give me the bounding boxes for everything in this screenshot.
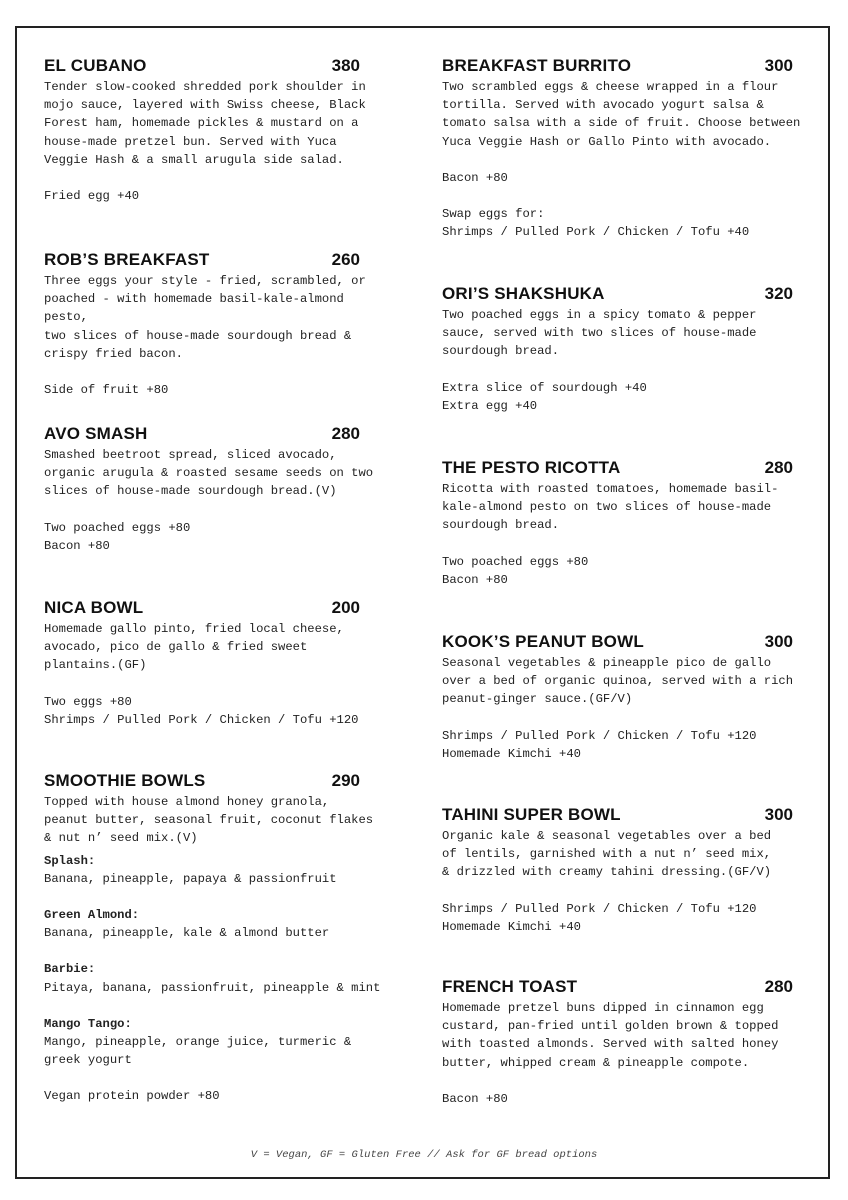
item-description: Tender slow-cooked shredded pork shoulder in mojo sauce, layered with Swiss cheese, Black Forest ham, homemade pickles & mustard on a house-made pretzel bun. Served with Yuca Veggie Hash & a small arugula side salad. <box>44 80 366 167</box>
item-description: Two poached eggs in a spicy tomato & pepper sauce, served with two slices of house-made sourdough bread. <box>442 308 757 359</box>
item-name: NICA BOWL <box>44 598 144 617</box>
menu-footer-note: V = Vegan, GF = Gluten Free // Ask for GF bread options <box>250 1149 598 1161</box>
menu-item <box>44 424 384 555</box>
item-extras: Bacon +80 <box>442 1091 508 1106</box>
item-price: 380 <box>331 56 360 75</box>
item-description: Three eggs your style - fried, scrambled, or poached - with homemade basil-kale-almond pesto, two slices of house-made sourdough bread & crispy fried bacon. <box>44 274 366 361</box>
item-description: Smashed beetroot spread, sliced avocado, organic arugula & roasted sesame seeds on two slices of house-made sourdough bread.(V) <box>44 448 374 499</box>
item-price: 300 <box>764 56 793 75</box>
variety-name: Barbie: <box>44 962 96 977</box>
variety-name: Mango Tango: <box>44 1016 132 1031</box>
item-price: 200 <box>331 598 360 617</box>
item-name: ROB’S BREAKFAST <box>44 250 210 269</box>
item-description: Organic kale & seasonal vegetables over a bed of lentils, garnished with a nut n’ seed mix, & drizzled with creamy tahini dressing.(GF/V) <box>442 829 772 880</box>
item-price: 300 <box>764 805 793 824</box>
item-name: EL CUBANO <box>44 56 147 75</box>
item-name: TAHINI SUPER BOWL <box>442 805 621 824</box>
item-extras: Vegan protein powder +80 <box>44 1089 220 1104</box>
item-extras: Two poached eggs +80 Bacon +80 <box>442 554 589 587</box>
menu-item <box>44 250 384 399</box>
item-price: 260 <box>331 250 360 269</box>
item-description: Ricotta with roasted tomatoes, homemade basil- kale-almond pesto on two slices of house-made sourdough bread. <box>442 482 779 533</box>
variety-description: Mango, pineapple, orange juice, turmeric & greek yogurt <box>44 1035 352 1068</box>
menu-item <box>442 632 817 763</box>
menu-item <box>442 805 817 936</box>
menu-item <box>442 56 817 241</box>
item-description: Topped with house almond honey granola, peanut butter, seasonal fruit, coconut flakes & nut n’ seed mix.(V) <box>44 795 374 846</box>
menu-item <box>44 56 384 205</box>
item-name: BREAKFAST BURRITO <box>442 56 632 75</box>
variety-description: Banana, pineapple, papaya & passionfruit <box>44 871 337 886</box>
smoothie-variety <box>44 1015 384 1070</box>
item-name: FRENCH TOAST <box>442 977 578 996</box>
item-extras: Extra slice of sourdough +40 Extra egg +40 <box>442 380 647 413</box>
item-extras: Two poached eggs +80 Bacon +80 <box>44 520 191 553</box>
item-extras: Bacon +80 <box>442 170 508 185</box>
item-price: 280 <box>331 424 360 443</box>
item-price: 290 <box>331 771 360 790</box>
item-description: Seasonal vegetables & pineapple pico de gallo over a bed of organic quinoa, served with a rich peanut-ginger sauce.(GF/V) <box>442 656 794 707</box>
smoothie-variety <box>44 960 384 996</box>
menu-item <box>44 771 384 1106</box>
item-extras: Shrimps / Pulled Pork / Chicken / Tofu +120 Homemade Kimchi +40 <box>442 901 757 934</box>
item-description: Homemade pretzel buns dipped in cinnamon egg custard, pan-fried until golden brown & topped with toasted almonds. Served with salted honey butter, whipped cream & pineapple compote. <box>442 1001 779 1070</box>
item-price: 320 <box>764 284 793 303</box>
item-name: SMOOTHIE BOWLS <box>44 771 206 790</box>
item-description: Homemade gallo pinto, fried local cheese, avocado, pico de gallo & fried sweet plantains.(GF) <box>44 622 344 673</box>
item-name: ORI’S SHAKSHUKA <box>442 284 605 303</box>
menu-item <box>442 977 817 1108</box>
item-description: Two scrambled eggs & cheese wrapped in a flour tortilla. Served with avocado yogurt salsa & tomato salsa with a side of fruit. Choose between Yuca Veggie Hash or Gallo Pinto with avocado. <box>442 80 801 149</box>
menu-item <box>442 458 817 589</box>
item-extras: Two eggs +80 Shrimps / Pulled Pork / Chicken / Tofu +120 <box>44 694 359 727</box>
item-price: 300 <box>764 632 793 651</box>
variety-name: Green Almond: <box>44 908 140 923</box>
item-price: 280 <box>764 977 793 996</box>
item-name: THE PESTO RICOTTA <box>442 458 621 477</box>
item-name: AVO SMASH <box>44 424 148 443</box>
item-name: KOOK’S PEANUT BOWL <box>442 632 644 651</box>
smoothie-variety <box>44 852 384 888</box>
item-extras: Swap eggs for: Shrimps / Pulled Pork / Chicken / Tofu +40 <box>442 207 750 240</box>
smoothie-variety <box>44 906 384 942</box>
menu-item <box>442 284 817 415</box>
item-extras: Fried egg +40 <box>44 189 140 204</box>
variety-description: Pitaya, banana, passionfruit, pineapple & mint <box>44 980 381 995</box>
item-extras: Shrimps / Pulled Pork / Chicken / Tofu +120 Homemade Kimchi +40 <box>442 728 757 761</box>
variety-name: Splash: <box>44 853 96 868</box>
item-price: 280 <box>764 458 793 477</box>
menu-item <box>44 598 384 729</box>
variety-description: Banana, pineapple, kale & almond butter <box>44 926 330 941</box>
item-extras: Side of fruit +80 <box>44 383 169 398</box>
